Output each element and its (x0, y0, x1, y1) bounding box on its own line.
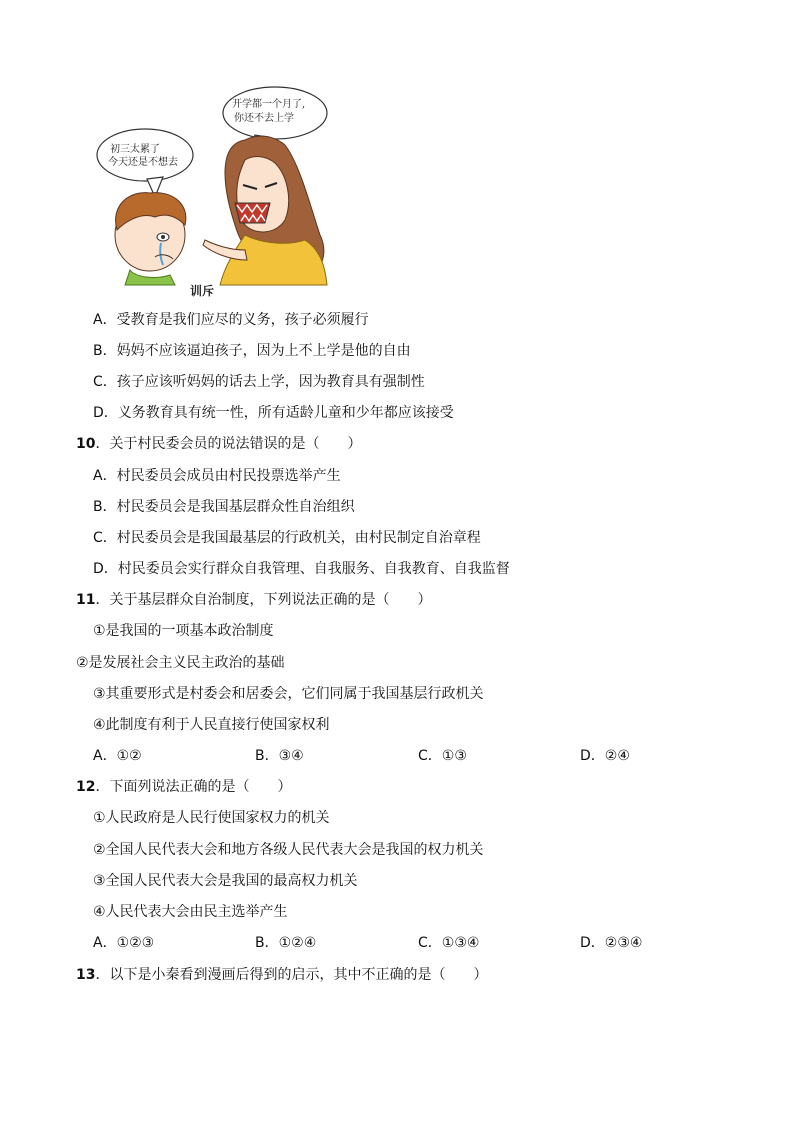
q12-statement-1: ①人民政府是人民行使国家权力的机关 (93, 810, 330, 826)
q10-option-c: C．村民委员会是我国最基层的行政机关，由村民制定自治章程 (93, 530, 481, 546)
q11-statement-1: ①是我国的一项基本政治制度 (93, 623, 274, 639)
q13-stem (76, 966, 487, 984)
mother-speech-line1: 开学都一个月了, (232, 99, 306, 110)
q12-stem-text: ．下面列说法正确的是（ ） (95, 779, 292, 795)
q12-choice-b: B．①②④ (255, 935, 317, 951)
q12-choice-d: D．②③④ (580, 935, 643, 951)
q13-stem-text: ．以下是小秦看到漫画后得到的启示，其中不正确的是（ ） (95, 967, 488, 983)
q11-stem (76, 591, 431, 609)
q9-option-c: C．孩子应该听妈妈的话去上学，因为教育具有强制性 (93, 374, 425, 390)
q12-statement-4: ④人民代表大会由民主选举产生 (93, 904, 288, 920)
q11-stem-text: ．关于基层群众自治制度，下列说法正确的是（ ） (95, 592, 432, 608)
q9-option-a: A．受教育是我们应尽的义务，孩子必须履行 (93, 312, 369, 328)
cartoon-caption: 训斥 (190, 284, 215, 298)
q11-choice-d: D．②④ (580, 748, 630, 764)
child-shirt (125, 270, 175, 285)
q10-stem (76, 435, 361, 453)
q12-stem (76, 778, 291, 796)
child-speech-line2: 今天还是不想去 (108, 157, 178, 168)
q10-number: 10 (76, 436, 96, 452)
q11-statement-4: ④此制度有利于人民直接行使国家权利 (93, 717, 330, 733)
q11-statement-3: ③其重要形式是村委会和居委会，它们同属于我国基层行政机关 (93, 686, 484, 702)
q12-statement-2: ②全国人民代表大会和地方各级人民代表大会是我国的权力机关 (93, 842, 484, 858)
q12-choice-a: A．①②③ (93, 935, 155, 951)
q9-option-b: B．妈妈不应该逼迫孩子，因为上不上学是他的自由 (93, 343, 411, 359)
q10-option-d: D．村民委员会实行群众自我管理、自我服务、自我教育、自我监督 (93, 561, 510, 577)
mother-speech-line2: 你还不去上学 (234, 113, 294, 124)
q11-choice-a: A．①② (93, 748, 142, 764)
q12-choice-c: C．①③④ (418, 935, 480, 951)
q11-choice-b: B．③④ (255, 748, 304, 764)
cartoon-illustration (95, 85, 335, 295)
q13-number: 13 (76, 967, 96, 983)
q10-option-b: B．村民委员会是我国基层群众性自治组织 (93, 499, 355, 515)
q12-number: 12 (76, 779, 96, 795)
q9-option-d: D．义务教育具有统一性，所有适龄儿童和少年都应该接受 (93, 405, 454, 421)
q11-choice-c: C．①③ (418, 748, 467, 764)
q10-stem-text: ．关于村民委会员的说法错误的是（ ） (95, 436, 362, 452)
child-speech-line1: 初三太累了 (110, 144, 160, 155)
q11-statement-2: ②是发展社会主义民主政治的基础 (76, 655, 285, 671)
q10-option-a: A．村民委员会成员由村民投票选举产生 (93, 468, 341, 484)
q11-number: 11 (76, 592, 96, 608)
q12-statement-3: ③全国人民代表大会是我国的最高权力机关 (93, 873, 358, 889)
